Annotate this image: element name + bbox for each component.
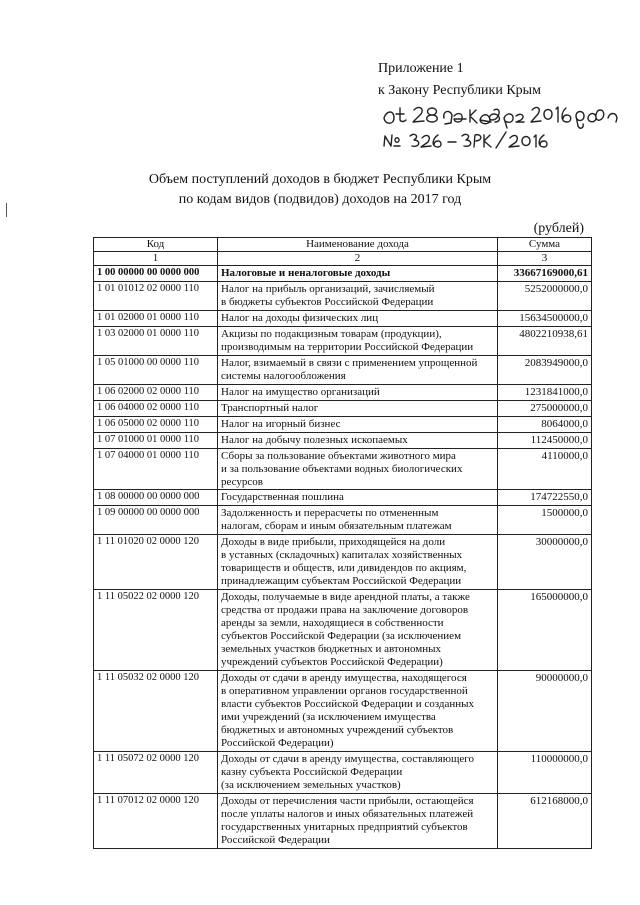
- revenue-name-line: средства от продажи права на заключение договоров: [221, 604, 469, 617]
- revenue-name-line: производимым на территории Российской Федерации: [221, 340, 474, 353]
- revenue-name-line: принадлежащим субъектам Российской Федерации: [221, 575, 462, 588]
- revenue-name-line: Государственная пошлина: [221, 491, 344, 504]
- revenue-name-line: Налоговые и неналоговые доходы: [221, 266, 391, 279]
- column-header-code: Код: [94, 238, 218, 252]
- document-title: [0, 170, 640, 211]
- revenue-name: [218, 490, 498, 506]
- table-row: [94, 535, 592, 590]
- revenue-code: 1 11 01020 02 0000 120: [94, 535, 218, 590]
- revenue-amount: 1231841000,0: [498, 384, 592, 400]
- revenue-name-line: Транспортный налог: [221, 401, 319, 414]
- revenue-code: 1 06 02000 02 0000 110: [94, 384, 218, 400]
- revenue-name-line: Налог на прибыль организаций, зачисляемый: [221, 282, 435, 295]
- revenue-name: [218, 416, 498, 432]
- revenue-name: [218, 281, 498, 310]
- column-number: 3: [498, 251, 592, 265]
- revenue-name-line: Налог на имущество организаций: [221, 385, 380, 398]
- revenue-code: 1 11 05072 02 0000 120: [94, 751, 218, 793]
- revenue-name: [218, 355, 498, 384]
- revenue-name-line: товариществ и обществ, или дивидендов по акциям,: [221, 562, 467, 575]
- revenue-name-line: Сборы за пользование объектами животного мира: [221, 449, 456, 462]
- revenue-code: 1 01 01012 02 0000 110: [94, 281, 218, 310]
- table-row: [94, 590, 592, 671]
- revenue-name: [218, 506, 498, 535]
- revenue-name-line: в бюджеты субъектов Российской Федерации: [221, 295, 434, 308]
- revenue-amount: 2083949000,0: [498, 355, 592, 384]
- table-row: [94, 265, 592, 281]
- revenue-name-line: Российской Федерации: [221, 833, 330, 846]
- revenue-amount: 4802210938,61: [498, 326, 592, 355]
- revenue-name: [218, 535, 498, 590]
- revenue-code: 1 00 00000 00 0000 000: [94, 265, 218, 281]
- revenue-amount: 30000000,0: [498, 535, 592, 590]
- revenue-name-line: Налог на игорный бизнес: [221, 417, 341, 430]
- revenue-code: 1 09 00000 00 0000 000: [94, 506, 218, 535]
- revenue-name: [218, 265, 498, 281]
- revenue-name: [218, 751, 498, 793]
- table-row: [94, 281, 592, 310]
- revenue-name: [218, 326, 498, 355]
- revenue-name-line: Налог на доходы физических лиц: [221, 311, 379, 324]
- revenue-name-line: казну субъекта Российской Федерации: [221, 765, 403, 778]
- revenue-name: [218, 432, 498, 448]
- revenue-name-line: в оперативном управлении органов государственной: [221, 685, 468, 698]
- currency-units: (рублей): [533, 221, 584, 236]
- revenue-name: [218, 448, 498, 490]
- revenue-amount: 612168000,0: [498, 793, 592, 848]
- revenue-amount: 15634500000,0: [498, 310, 592, 326]
- revenue-code: 1 06 04000 02 0000 110: [94, 400, 218, 416]
- table-row: [94, 671, 592, 752]
- revenue-amount: 112450000,0: [498, 432, 592, 448]
- revenue-name-line: земельных участков бюджетных и автономных: [221, 643, 441, 656]
- title-line-2: по кодам видов (подвидов) доходов на 2017 год: [178, 192, 462, 208]
- revenue-amount: 110000000,0: [498, 751, 592, 793]
- column-number: 2: [218, 251, 498, 265]
- revenue-name: [218, 671, 498, 752]
- revenue-name-line: Задолженность и перерасчеты по отмененным: [221, 507, 439, 520]
- appendix-law-reference: к Закону Республики Крым: [378, 83, 541, 99]
- revenue-name-line: Налог на добычу полезных ископаемых: [221, 433, 408, 446]
- revenue-name-line: ими учреждений (за исключением имущества: [221, 710, 436, 723]
- handwritten-law-date-and-number: [380, 96, 620, 154]
- revenue-code: 1 07 01000 01 0000 110: [94, 432, 218, 448]
- revenue-name-line: Доходы в виде прибыли, приходящейся на доли: [221, 536, 446, 549]
- revenue-name: [218, 590, 498, 671]
- revenue-amount: 165000000,0: [498, 590, 592, 671]
- revenue-name-line: Налог, взимаемый в связи с применением упрощенной: [221, 356, 478, 369]
- column-header-sum: Сумма: [498, 238, 592, 252]
- revenue-name-line: субъектов Российской Федерации (за исключением: [221, 630, 462, 643]
- revenue-name-line: в уставных (складочных) капиталах хозяйственных: [221, 549, 463, 562]
- table-row: [94, 751, 592, 793]
- revenue-name-line: после уплаты налогов и иных обязательных платежей: [221, 807, 474, 820]
- revenue-code: 1 07 04000 01 0000 110: [94, 448, 218, 490]
- revenue-code: 1 08 00000 00 0000 000: [94, 490, 218, 506]
- revenue-table: [93, 237, 592, 849]
- revenue-name-line: и за пользование объектами водных биологических: [221, 462, 463, 475]
- revenue-name-line: Доходы от перечисления части прибыли, остающейся: [221, 794, 474, 807]
- revenue-code: 1 03 02000 01 0000 110: [94, 326, 218, 355]
- revenue-amount: 4110000,0: [498, 448, 592, 490]
- table-row: [94, 384, 592, 400]
- table-row: [94, 326, 592, 355]
- revenue-name-line: государственных унитарных предприятий субъектов: [221, 820, 468, 833]
- table-row: [94, 432, 592, 448]
- revenue-code: 1 11 07012 02 0000 120: [94, 793, 218, 848]
- revenue-amount: 90000000,0: [498, 671, 592, 752]
- revenue-amount: 275000000,0: [498, 400, 592, 416]
- revenue-amount: 1500000,0: [498, 506, 592, 535]
- revenue-name-line: власти субъектов Российской Федерации и созданных: [221, 698, 475, 710]
- revenue-name-line: учреждений субъектов Российской Федерации): [221, 656, 443, 669]
- revenue-name: [218, 310, 498, 326]
- revenue-name-line: бюджетных и автономных учреждений субъектов: [221, 723, 454, 736]
- column-header-name: Наименование дохода: [218, 238, 498, 252]
- title-line-1: Объем поступлений доходов в бюджет Республики Крым: [148, 172, 492, 187]
- revenue-name-line: Акцизы по подакцизным товарам (продукции),: [221, 327, 442, 340]
- revenue-code: 1 06 05000 02 0000 110: [94, 416, 218, 432]
- table-row: [94, 490, 592, 506]
- table-row: [94, 400, 592, 416]
- revenue-code: 1 05 01000 00 0000 110: [94, 355, 218, 384]
- revenue-name-line: аренды за земли, находящиеся в собственности: [221, 617, 444, 630]
- revenue-name-line: Доходы, получаемые в виде арендной платы, а также: [221, 591, 470, 604]
- table-header-row: [94, 238, 592, 252]
- revenue-name: [218, 384, 498, 400]
- table-row: [94, 310, 592, 326]
- margin-mark: [6, 203, 7, 217]
- table-row: [94, 355, 592, 384]
- table-row: [94, 506, 592, 535]
- table-column-numbers-row: [94, 251, 592, 265]
- revenue-name-line: (за исключением земельных участков): [221, 778, 401, 791]
- revenue-code: 1 01 02000 01 0000 110: [94, 310, 218, 326]
- column-number: 1: [94, 251, 218, 265]
- appendix-number: Приложение 1: [378, 61, 464, 76]
- revenue-name-line: налогам, сборам и иным обязательным платежам: [221, 520, 452, 533]
- revenue-code: 1 11 05022 02 0000 120: [94, 590, 218, 671]
- table-row: [94, 793, 592, 848]
- revenue-amount: 33667169000,61: [498, 265, 592, 281]
- revenue-name-line: системы налогообложения: [221, 369, 346, 382]
- revenue-name-line: Доходы от сдачи в аренду имущества, находящегося: [221, 672, 467, 685]
- revenue-name-line: ресурсов: [221, 475, 263, 488]
- revenue-amount: 8064000,0: [498, 416, 592, 432]
- revenue-name: [218, 793, 498, 848]
- table-row: [94, 448, 592, 490]
- table-row: [94, 416, 592, 432]
- revenue-name-line: Доходы от сдачи в аренду имущества, составляющего: [221, 752, 475, 765]
- revenue-code: 1 11 05032 02 0000 120: [94, 671, 218, 752]
- revenue-name: [218, 400, 498, 416]
- revenue-amount: 5252000000,0: [498, 281, 592, 310]
- revenue-name-line: Российской Федерации): [221, 736, 334, 749]
- revenue-amount: 174722550,0: [498, 490, 592, 506]
